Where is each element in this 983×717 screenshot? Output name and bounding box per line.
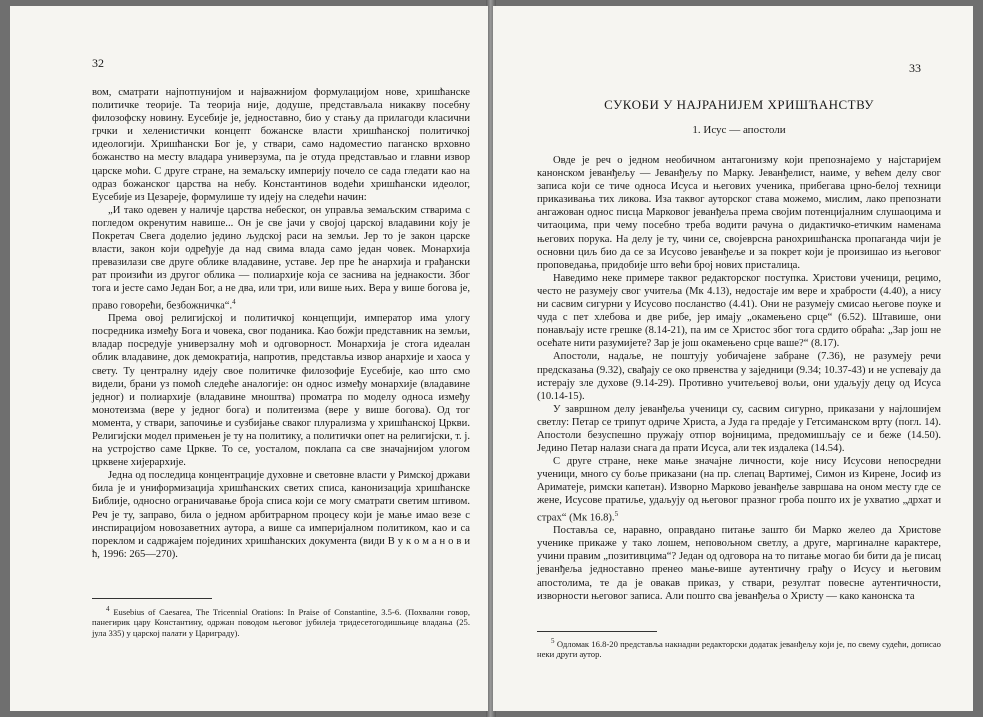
footnote-marker: 4 xyxy=(106,605,110,613)
footnote-rule xyxy=(537,631,657,632)
footnote-marker: 5 xyxy=(551,637,555,645)
footnote xyxy=(92,604,470,638)
right-page xyxy=(493,6,973,711)
footnote xyxy=(537,636,941,660)
chapter-title: СУКОБИ У НАЈРАНИЈЕМ ХРИШЋАНСТВУ xyxy=(604,97,874,112)
paragraph: Наведимо неке примере таквог редакторског поступка. Христови ученици, рецимо, често не разумеју свог учитеља (Мк 4.13), недостаје им вере и храбрости (4.40), а нису ни сасвим сигурни у Исусово посланство (4.41). Они не разумеју смисао његове поуке и чуда с пет хлебова и две рибе, јер имају „окамењено срце“ (6.52). Штавише, они понављају исте грешке (8.14-21), па им се Христос због тога срдито обраћа: „Зар још не осећате нити разумијете? Зар је још окамењено срце ваше?“ (8.17). xyxy=(537,272,941,350)
paragraph: Овде је реч о једном необичном антагонизму који препознајемо у најстаријем канонском јеванђељу — Јеванђељу по Марку. Јеванђелист, наиме, у већем делу свог записа који се тиче односа Исуса и његових ученика, прибегава црно-белој техници приказивања тих ликова. Иза таквог ауторског става можемо, мислим, лако препознати ангажован однос писца Марковог јеванђеља према својим потенцијалним слушаоцима и читаоцима, при чему посебно треба водити рачуна о дидактичко-етичким наменама његових порука. На делу је ту, чини се, својеврсна ранохришћанска пропаганда чији је основни циљ био да се за Исусово јеванђеље и за покрет који је произишао из његовог проповедања, придобије што већи број нових присталица. xyxy=(537,155,941,271)
block-quote xyxy=(92,204,470,312)
paragraph: Апостоли, надаље, не поштују уобичајене забране (7.36), не разумеју речи предсказања (9.32), свађају се око првенства у заједници (9.34; 10.37-43) и не успевају да истерају зле духове (9.14-29). Противно учитељевој вољи, они удаљују децу од Исуса (10.14-15). xyxy=(537,351,941,402)
page-number: 32 xyxy=(92,56,104,70)
paragraph: У завршном делу јеванђеља ученици су, сасвим сигурно, приказани у најлошијем светлу: Петар се трипут одриче Христа, а Јуда га предаје у Гетсиманском врту (погл. 14). Апостоли безуспешно пружају отпор војницима, предомишљају се и беже (14.50). Једино Петар налази снага да прати Исуса, али тек издалека (14.54). xyxy=(537,403,941,455)
body-text xyxy=(537,154,941,603)
paragraph-text: С друге стране, неке мање значајне личности, које нису Исусови непосредни ученици, много су боље приказани (на пр. слепац Вартимеј, Симон из Кирене, Јосиф из Ариматеје, римски капетан). Изворно Марково јеванђеље завршава на оном месту где се жене, Исусове пратиље, удаљују од његовог празног гроба пошто их је ухватио „дрхат и страх“ (Мк 16.8). xyxy=(537,456,941,524)
quote-text: „И тако одевен у наличје царства небеског, он управља земаљским стварима с погледом окренутим навише... Он је све јачи у својој царској владавини коју је Покретач Свега доделио једино људској раси на земљи. Јер то је закон царске власти, закон који одређује да над свима влада само један човек. Монархија превазилази све друге облике владавине, уставе. Јер пре ће анархија и грађански рат произићи из другог облика — полиархије која се заснива на једнакости. Због тога и јесте само Један Бог, а не два, или три, или више њих. Вера у више богова је, право говорећи, безбожничка“. xyxy=(92,204,470,312)
left-page xyxy=(10,6,488,711)
section-title: 1. Исус — апостоли xyxy=(692,124,786,136)
footnote-text: Одломак 16.8-20 представља накнадни редакторски додатак јеванђељу који је, по свему судећи, дописао неки други аутор. xyxy=(537,638,941,660)
paragraph: Према овој религијској и политичкој концепцији, император има улогу посредника између Бога и човека, свог поданика. Као божји представник на земљи, владар посредује универзалну моћ и одговорност. Монархија је стога идеалан облик владавине, док демократија, напротив, представља извор анархије и хаоса у свету. Ту централну идеју свое политичке филозофије Eусебије, као што смо видели, брани уз помоћ следеће аналогије: он однос између монархије (владавине једног) и полиархије (владавине мноштва) проматра по моделу односа између монотеизма (вере у једног бога) и политеизма (вере у више богова). Од тог момента, у ствари, започиње и сузбијање сваког плурализма у хришћанској Цркви. Религијски модел примењен је ту на политику, а политички опет на религијски, т. ј. на устројство саме Цркве. То се, уосталом, поклапа са све значајнијом улогом црквене хијерархије. xyxy=(92,313,470,469)
footnote-text: Eusebius of Caesarea, The Tricennial Orations: In Praise of Constantine, 3.5-6. (Похвални говор, панегирик цару Константину, одржан поводом његовог јубилеја тридесетогодишњице владања (25. јула 335) у царској палати у Цариграду). xyxy=(92,606,471,638)
body-text xyxy=(92,86,470,561)
paragraph xyxy=(537,455,941,524)
page-number: 33 xyxy=(909,61,921,75)
paragraph: вом, сматрати најпотпунијом и најважнијом формулацијом нове, хришћанске политичке теорије. Та теорија није, додуше, представљала никакву посебну филозофску новину. Eусебије је, једноставно, био у стању да прилагоди класични грчки и хеленистички концепт божанске власти хришћанској политичкој идеологији. Хришћански Бог је, у ствари, само надоместио паганско врховно божанство на месту владара универзума, па је отуда представљао и главни извор царске моћи. С друге стране, на земаљску империју почело се сада гледати као на одраз божанског царства на небу. Константинов водећи хришћански идеолог, Eусебије из Цезареје, формулише ту идеју на следећи начин: xyxy=(92,87,470,203)
paragraph: Постављa се, наравно, оправдано питање зашто би Марко желео да Христове ученике прикаже у тако лошем, неповољном светлу, а друге, маргиналне карактере, учини правим „позитивцима“? Један од одговора на то питање могао би бити да је писац јеванђеља једноставно пренео мање-више аутентичну грађу о Исусу и његовим апостолима, те да је овакав приказ, у ствари, резултат повесне аутентичности, изворности његовог записа. Али пошто сва јеванђеља о Христу — како канонска та xyxy=(537,525,941,602)
paragraph: Једна од последица концентрације духовне и световне власти у Римској држави била је и униформизација хришћанских светих списа, канонизација хришћанске Библије, односно ограничавање броја списа који се могу сматрати светим штивом. Реч је ту, заправо, била о једном арбитрарном процесу који је мање имао везе с инспирацијом новозаветних аутора, а више са империјалном политиком, као и са пореклом и садржајем појединих хришћанских документа (види В у к о м а н о в и ћ, 1996: 265—270). xyxy=(92,470,470,560)
footnote-rule xyxy=(92,598,212,599)
footnote-ref: 5 xyxy=(614,509,619,518)
footnote-ref: 4 xyxy=(232,297,236,306)
